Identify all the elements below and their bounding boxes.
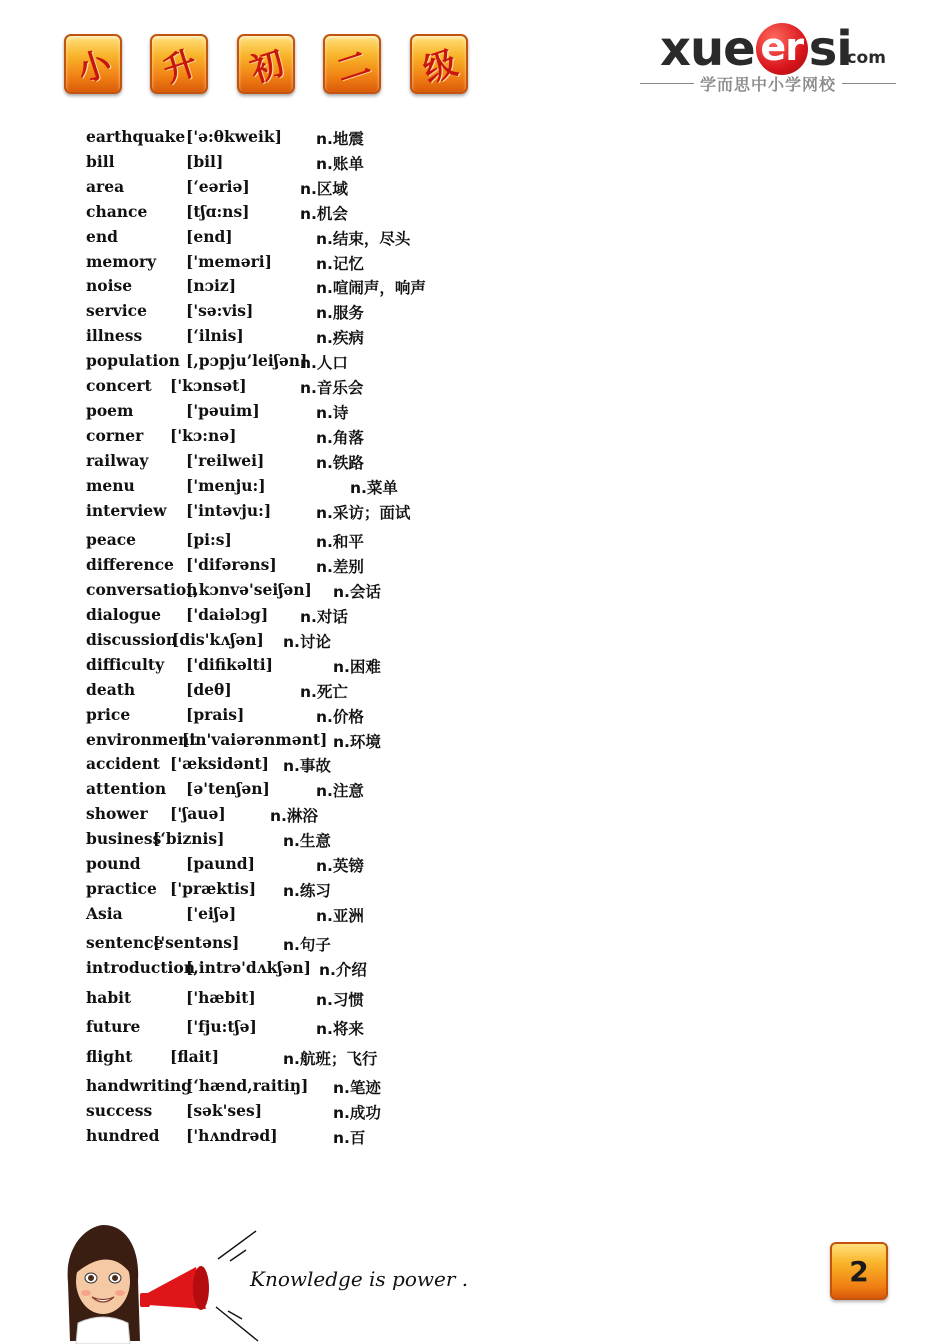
logo-domain: .com — [840, 48, 886, 68]
word: hundred — [86, 1126, 160, 1145]
word: Asia — [86, 904, 123, 923]
title-tile — [237, 34, 295, 94]
phonetic: [‘ilnis] — [186, 326, 244, 345]
meaning: n.亚洲 — [316, 907, 364, 925]
meaning: n.笔迹 — [333, 1079, 381, 1097]
tile-char: 级 — [417, 42, 462, 90]
logo-pre: xue — [660, 21, 755, 77]
meaning: n.采访；面试 — [316, 504, 411, 522]
phonetic: [,kɔnvə'seiʃən] — [186, 580, 312, 599]
phonetic: ['intəvju:] — [186, 501, 272, 520]
word: price — [86, 705, 131, 724]
word: bill — [86, 152, 115, 171]
tile-char: 小 — [71, 42, 116, 90]
logo-subtitle — [640, 72, 896, 95]
phonetic: ['pəuim] — [186, 401, 260, 420]
word: attention — [86, 779, 167, 798]
meaning: n.铁路 — [316, 454, 364, 472]
word: interview — [86, 501, 167, 520]
phonetic: [sək'ses] — [186, 1101, 263, 1120]
meaning: n.生意 — [283, 832, 331, 850]
meaning: n.人口 — [300, 354, 348, 372]
phonetic: ['ə:θkweik] — [186, 127, 282, 146]
meaning: n.区域 — [300, 180, 348, 198]
phonetic: [bil] — [186, 152, 224, 171]
title-tile — [410, 34, 468, 94]
brand-logo — [640, 18, 910, 98]
word: dialogue — [86, 605, 161, 624]
meaning: n.环境 — [333, 733, 381, 751]
phonetic: ['eiʃə] — [186, 904, 237, 923]
meaning: n.价格 — [316, 708, 364, 726]
phonetic: ['sə:vis] — [186, 301, 254, 320]
meaning: n.句子 — [283, 936, 331, 954]
meaning: n.介绍 — [319, 961, 367, 979]
title-tile — [323, 34, 381, 94]
phonetic: ['ʃauə] — [170, 804, 226, 823]
logo-post: si — [808, 21, 852, 77]
meaning: n.困难 — [333, 658, 381, 676]
meaning: n.事故 — [283, 757, 331, 775]
word: end — [86, 227, 118, 246]
page-number: 2 — [849, 1254, 869, 1288]
divider — [842, 83, 896, 84]
meaning: n.服务 — [316, 304, 364, 322]
logo-er-badge: er — [756, 23, 808, 75]
phonetic: ['difərəns] — [186, 555, 277, 574]
word: peace — [86, 530, 137, 549]
meaning: n.账单 — [316, 155, 364, 173]
meaning: n.诗 — [316, 404, 349, 422]
mascot-megaphone-illustration — [60, 1223, 270, 1344]
word: area — [86, 177, 125, 196]
meaning: n.会话 — [333, 583, 381, 601]
phonetic: ['menju:] — [186, 476, 266, 495]
phonetic: [ə'tenʃən] — [186, 779, 270, 798]
word: practice — [86, 879, 157, 898]
phonetic: [pi:s] — [186, 530, 232, 549]
meaning: n.疾病 — [316, 329, 364, 347]
phonetic: [dis'kʌʃən] — [172, 630, 264, 649]
logo-wordmark — [660, 18, 852, 77]
phonetic: [in'vaiərənmənt] — [182, 730, 328, 749]
phonetic: ['fju:tʃə] — [186, 1017, 257, 1036]
word: difficulty — [86, 655, 165, 674]
phonetic: ['præktis] — [170, 879, 257, 898]
word: memory — [86, 252, 157, 271]
meaning: n.记忆 — [316, 255, 364, 273]
logo-subtitle-text: 学而思中小学网校 — [700, 75, 837, 94]
word: conversation — [86, 580, 198, 599]
word: difference — [86, 555, 174, 574]
phonetic: [,intrə'dʌkʃən] — [186, 958, 311, 977]
word: corner — [86, 426, 144, 445]
word: environment — [86, 730, 197, 749]
phonetic: [tʃɑ:ns] — [186, 202, 250, 221]
word: railway — [86, 451, 149, 470]
word: population — [86, 351, 180, 370]
meaning: n.航班；飞行 — [283, 1050, 378, 1068]
meaning: n.角落 — [316, 429, 364, 447]
right-cheek — [115, 1290, 125, 1296]
phonetic: ['kɔ:nə] — [170, 426, 237, 445]
word: introduction — [86, 958, 196, 977]
phonetic: ['kɔnsət] — [170, 376, 247, 395]
meaning: n.菜单 — [350, 479, 398, 497]
word: earthquake — [86, 127, 186, 146]
meaning: n.机会 — [300, 205, 348, 223]
word: handwriting — [86, 1076, 192, 1095]
phonetic: [flait] — [170, 1047, 220, 1066]
meaning: n.死亡 — [300, 683, 348, 701]
phonetic: [‘hænd,raitiŋ] — [186, 1076, 309, 1095]
word: menu — [86, 476, 135, 495]
word: pound — [86, 854, 141, 873]
word: flight — [86, 1047, 133, 1066]
meaning: n.对话 — [300, 608, 348, 626]
meaning: n.音乐会 — [300, 379, 364, 397]
title-tile — [64, 34, 122, 94]
word: chance — [86, 202, 148, 221]
meaning: n.英镑 — [316, 857, 364, 875]
megaphone-icon — [140, 1266, 209, 1310]
phonetic: ['daiəlɔg] — [186, 605, 269, 624]
word: concert — [86, 376, 152, 395]
shirt — [76, 1317, 130, 1344]
word: accident — [86, 754, 160, 773]
phonetic: ['hʌndrəd] — [186, 1126, 278, 1145]
meaning: n.和平 — [316, 533, 364, 551]
meaning: n.百 — [333, 1129, 366, 1147]
phonetic: ['meməri] — [186, 252, 272, 271]
meaning: n.淋浴 — [270, 807, 318, 825]
word: sentence — [86, 933, 164, 952]
phonetic: [paund] — [186, 854, 255, 873]
motto-text: Knowledge is power . — [250, 1267, 469, 1291]
word: death — [86, 680, 136, 699]
phonetic: [prais] — [186, 705, 245, 724]
sound-line — [216, 1307, 258, 1341]
phonetic: ['difikəlti] — [186, 655, 273, 674]
word: success — [86, 1101, 153, 1120]
meaning: n.成功 — [333, 1104, 381, 1122]
phonetic: ['hæbit] — [186, 988, 256, 1007]
word: service — [86, 301, 147, 320]
phonetic: ['æksidənt] — [170, 754, 270, 773]
sound-line — [218, 1231, 256, 1259]
meaning: n.差别 — [316, 558, 364, 576]
phonetic: ['reilwei] — [186, 451, 265, 470]
meaning: n.习惯 — [316, 991, 364, 1009]
word: habit — [86, 988, 132, 1007]
title-tile — [150, 34, 208, 94]
phonetic: [‘biznis] — [153, 829, 225, 848]
meaning: n.注意 — [316, 782, 364, 800]
divider — [640, 83, 694, 84]
word: discussion — [86, 630, 178, 649]
word: poem — [86, 401, 134, 420]
tile-char: 初 — [244, 42, 289, 90]
page-footer — [0, 1215, 950, 1344]
page-number-badge — [830, 1242, 888, 1300]
meaning: n.练习 — [283, 882, 331, 900]
phonetic: [‘eəriə] — [186, 177, 250, 196]
tile-char: 升 — [157, 42, 202, 90]
word: shower — [86, 804, 148, 823]
word: business — [86, 829, 162, 848]
left-cheek — [81, 1290, 91, 1296]
meaning: n.讨论 — [283, 633, 331, 651]
right-pupil — [112, 1275, 118, 1281]
phonetic: [end] — [186, 227, 233, 246]
meaning: n.结束，尽头 — [316, 230, 411, 248]
meaning: n.地震 — [316, 130, 364, 148]
sound-line — [230, 1250, 246, 1261]
word: illness — [86, 326, 143, 345]
word: future — [86, 1017, 141, 1036]
phonetic: ['sentəns] — [153, 933, 240, 952]
meaning: n.将来 — [316, 1020, 364, 1038]
phonetic: [nɔiz] — [186, 276, 237, 295]
word: noise — [86, 276, 133, 295]
tile-char: 二 — [330, 42, 375, 90]
left-pupil — [88, 1275, 94, 1281]
meaning: n.喧闹声，响声 — [316, 279, 426, 297]
phonetic: [deθ] — [186, 680, 232, 699]
phonetic: [,pɔpju’leiʃən] — [186, 351, 308, 370]
